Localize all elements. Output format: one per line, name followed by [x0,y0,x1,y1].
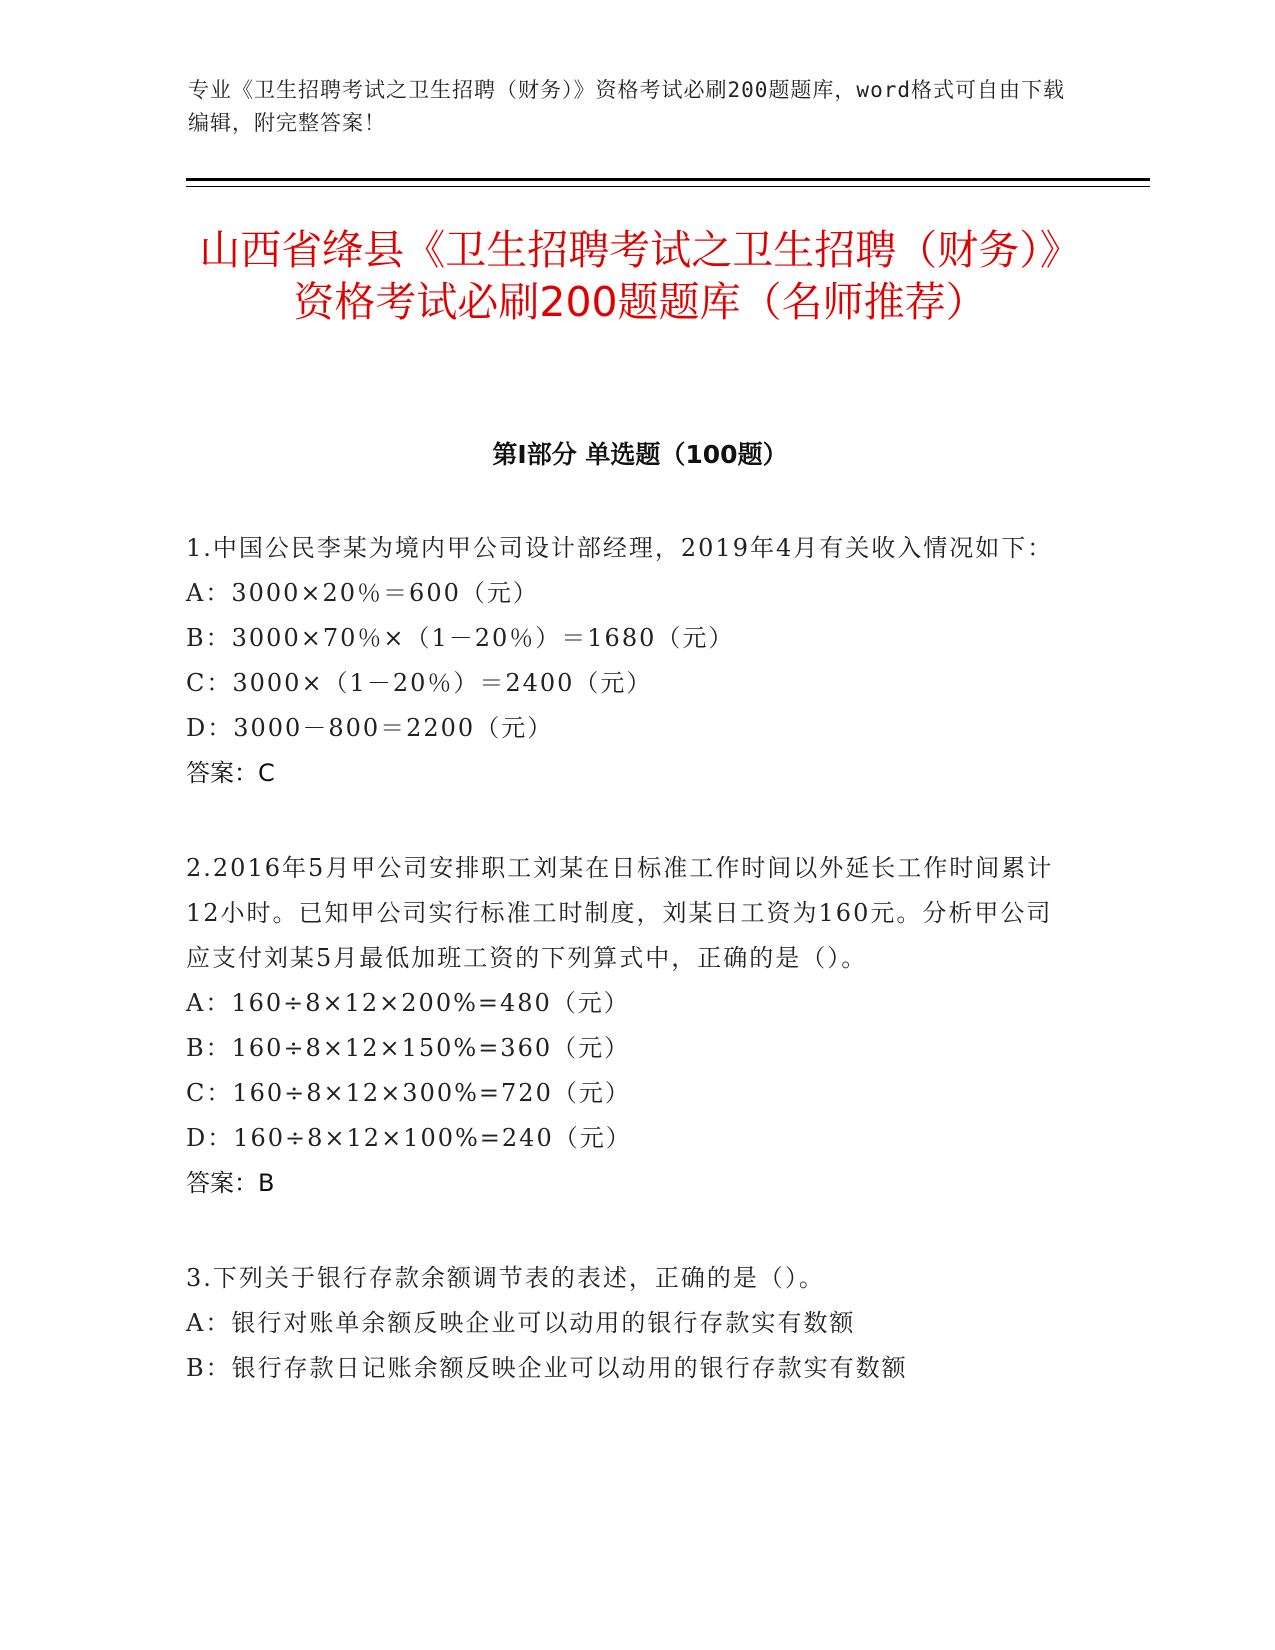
question-list [186,526,1066,1441]
question-1 [186,526,1066,796]
option-a: A：160÷8×12×200%=480（元） [186,989,630,1017]
header-note: 专业《卫生招聘考试之卫生招聘（财务）》资格考试必刷200题题库，word格式可自由下载编辑，附完整答案！ [188,78,1065,135]
option-b: B：160÷8×12×150%=360（元） [186,1034,631,1062]
question-stem: 1.中国公民李某为境内甲公司设计部经理，2019年4月有关收入情况如下： [186,534,1054,562]
answer: 答案：C [186,759,275,787]
question-stem: 2.2016年5月甲公司安排职工刘某在日标准工作时间以外延长工作时间累计12小时。已知甲公司实行标准工时制度，刘某日工资为160元。分析甲公司应支付刘某5月最低加班工资的下列算式中，正确的是（）。 [186,854,1054,972]
option-b: B：3000×70％×（1－20％）＝1680（元） [186,624,735,652]
header-divider-thin [186,186,1150,187]
option-d: D：3000－800＝2200（元） [186,714,554,742]
question-stem: 3.下列关于银行存款余额调节表的表述，正确的是（）。 [186,1264,825,1292]
option-a: A：银行对账单余额反映企业可以动用的银行存款实有数额 [186,1309,856,1337]
question-3 [186,1256,1066,1391]
option-d: D：160÷8×12×100%=240（元） [186,1124,632,1152]
option-c: C：3000×（1－20％）＝2400（元） [186,669,653,697]
option-a: A：3000×20％＝600（元） [186,579,539,607]
section-heading: 第Ⅰ部分 单选题（100题） [492,440,788,469]
option-b: B：银行存款日记账余额反映企业可以动用的银行存款实有数额 [186,1354,908,1382]
answer: 答案：B [186,1169,275,1197]
document-title: 山西省绛县《卫生招聘考试之卫生招聘（财务）》资格考试必刷200题题库（名师推荐） [199,226,1081,326]
option-c: C：160÷8×12×300%=720（元） [186,1079,631,1107]
question-2 [186,846,1066,1206]
header-divider-thick [186,178,1150,181]
